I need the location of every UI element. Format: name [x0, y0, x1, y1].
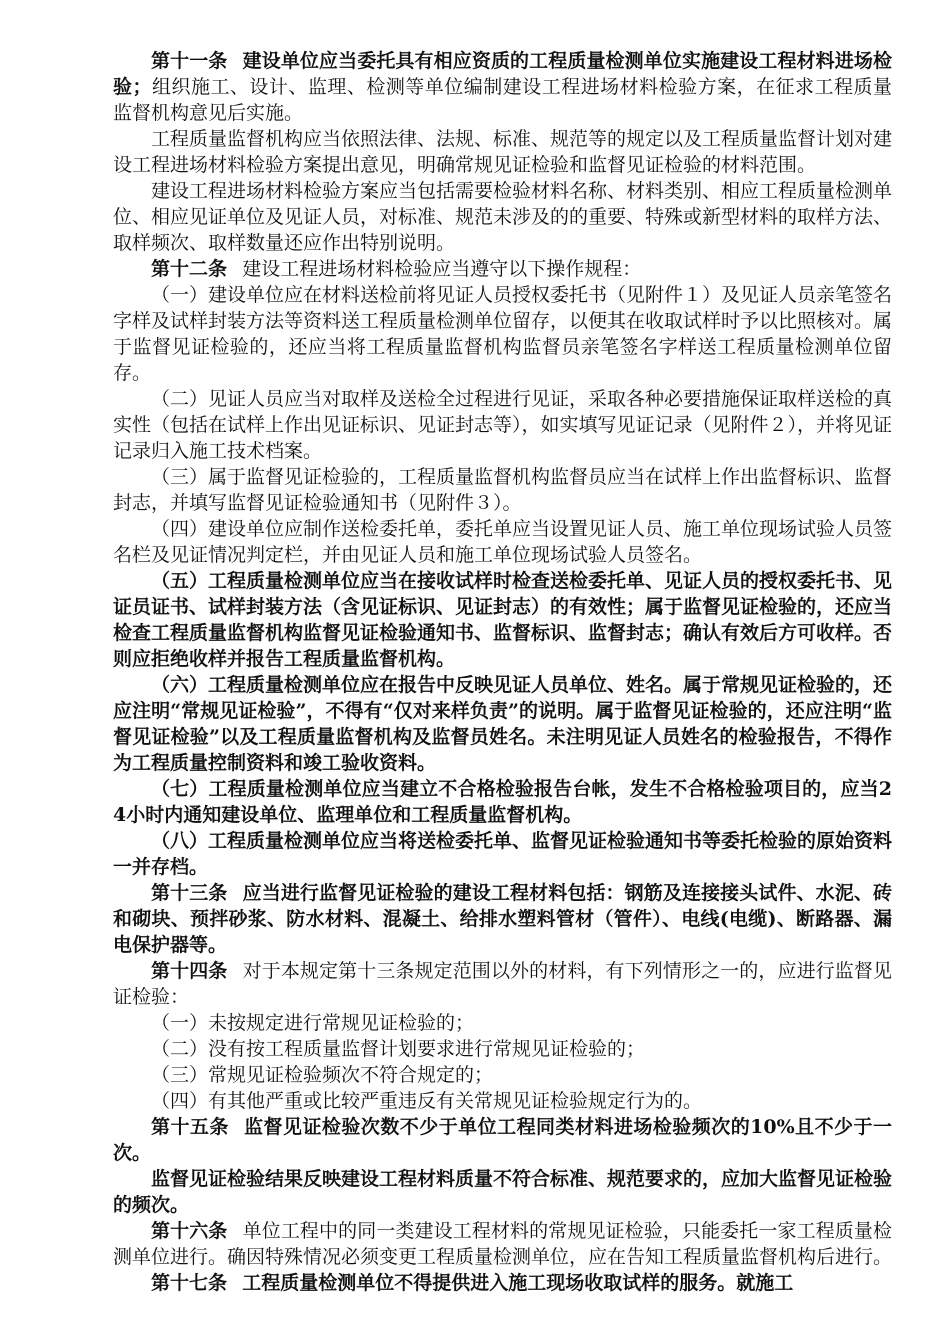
- list-item: （二）见证人员应当对取样及送检全过程进行见证，采取各种必要措施保证取样送检的真实性（包括在试样上作出见证标识、见证封志等），如实填写见证记录（见附件２），并将见证记录归入施工技术档案。: [113, 388, 893, 462]
- article-15: [113, 1114, 892, 1166]
- article-11: [113, 48, 892, 126]
- list-item: （七）工程质量检测单位应当建立不合格检验报告台帐，发生不合格检验项目的，应当24小时内通知建设单位、监理单位和工程质量监督机构。: [113, 778, 892, 826]
- article-heading: 第十二条: [151, 258, 228, 280]
- body-text: 建设工程进场材料检验应当遵守以下操作规程：: [242, 258, 642, 280]
- bold-text: 建设单位应当委托具有相应资质的工程质量检测单位实施建设工程材料进场检验；: [113, 50, 892, 98]
- list-item: （六）工程质量检测单位应在报告中反映见证人员单位、姓名。属于常规见证检验的，还应注明“常规见证检验”，不得有“仅对来样负责”的说明。属于监督见证检验的，还应注明“监督见证检验”以及工程质量监督机构及监督员姓名。未注明见证人员姓名的检验报告，不得作为工程质量控制资料和竣工验收资料。: [113, 674, 893, 774]
- list-item: （三）常规见证检验频次不符合规定的；: [151, 1064, 494, 1086]
- bold-text: 监督见证检验次数不少于单位工程同类材料进场检验频次的10%且不少于一次。: [113, 1116, 892, 1164]
- article-heading: 第十一条: [151, 50, 228, 72]
- article-heading: 第十六条: [151, 1220, 228, 1242]
- paragraph: 建设工程进场材料检验方案应当包括需要检验材料名称、材料类别、相应工程质量检测单位、相应见证单位及见证人员，对标准、规范未涉及的的重要、特殊或新型材料的取样方法、取样频次、取样数量还应作出特别说明。: [113, 180, 893, 254]
- list-item: （四）建设单位应制作送检委托单，委托单应当设置见证人员、施工单位现场试验人员签名栏及见证情况判定栏，并由见证人员和施工单位现场试验人员签名。: [113, 518, 893, 566]
- article-12: [113, 256, 892, 282]
- list-item: （一）建设单位应在材料送检前将见证人员授权委托书（见附件１）及见证人员亲笔签名字样及试样封装方法等资料送工程质量检测单位留存，以便其在收取试样时予以比照核对。属于监督见证检验的，还应当将工程质量监督机构监督员亲笔签名字样送工程质量检测单位留存。: [113, 284, 893, 384]
- list-item: （四）有其他严重或比较严重违反有关常规见证检验规定行为的。: [151, 1090, 703, 1112]
- list-item: （五）工程质量检测单位应当在接收试样时检查送检委托单、见证人员的授权委托书、见证员证书、试样封装方法（含见证标识、见证封志）的有效性；属于监督见证检验的，还应当检查工程质量监督机构监督见证检验通知书、监督标识、监督封志；确认有效后方可收样。否则应拒绝收样并报告工程质量监督机构。: [113, 570, 893, 670]
- body-text: 单位工程中的同一类建设工程材料的常规见证检验，只能委托一家工程质量检测单位进行。确因特殊情况必须变更工程质量检测单位，应在告知工程质量监督机构后进行。: [113, 1220, 893, 1268]
- bold-text: 工程质量检测单位不得提供进入施工现场收取试样的服务。就施工: [242, 1272, 794, 1294]
- paragraph: 工程质量监督机构应当依照法律、法规、标准、规范等的规定以及工程质量监督计划对建设工程进场材料检验方案提出意见，明确常规见证检验和监督见证检验的材料范围。: [113, 128, 893, 176]
- list-item: （三）属于监督见证检验的，工程质量监督机构监督员应当在试样上作出监督标识、监督封志，并填写监督见证检验通知书（见附件３）。: [113, 466, 893, 514]
- article-16: [113, 1218, 892, 1270]
- body-text: 对于本规定第十三条规定范围以外的材料，有下列情形之一的，应进行监督见证检验：: [113, 960, 892, 1008]
- list-item: （二）没有按工程质量监督计划要求进行常规见证检验的；: [151, 1038, 646, 1060]
- article-17: [113, 1270, 892, 1296]
- article-heading: 第十七条: [151, 1272, 228, 1294]
- article-14: [113, 958, 892, 1010]
- article-heading: 第十五条: [151, 1116, 229, 1138]
- body-text: 组织施工、设计、监理、检测等单位编制建设工程进场材料检验方案，在征求工程质量监督机构意见后实施。: [113, 76, 892, 124]
- paragraph: 监督见证检验结果反映建设工程材料质量不符合标准、规范要求的，应加大监督见证检验的频次。: [113, 1168, 893, 1216]
- article-heading: 第十三条: [151, 882, 228, 904]
- list-item: （一）未按规定进行常规见证检验的；: [151, 1012, 475, 1034]
- article-heading: 第十四条: [151, 960, 228, 982]
- bold-text: 应当进行监督见证检验的建设工程材料包括：钢筋及连接接头试件、水泥、砖和砌块、预拌砂浆、防水材料、混凝土、给排水塑料管材（管件）、电线(电缆)、断路器、漏电保护器等。: [113, 882, 892, 956]
- article-13: [113, 880, 892, 958]
- list-item: （八）工程质量检测单位应当将送检委托单、监督见证检验通知书等委托检验的原始资料一并存档。: [113, 830, 893, 878]
